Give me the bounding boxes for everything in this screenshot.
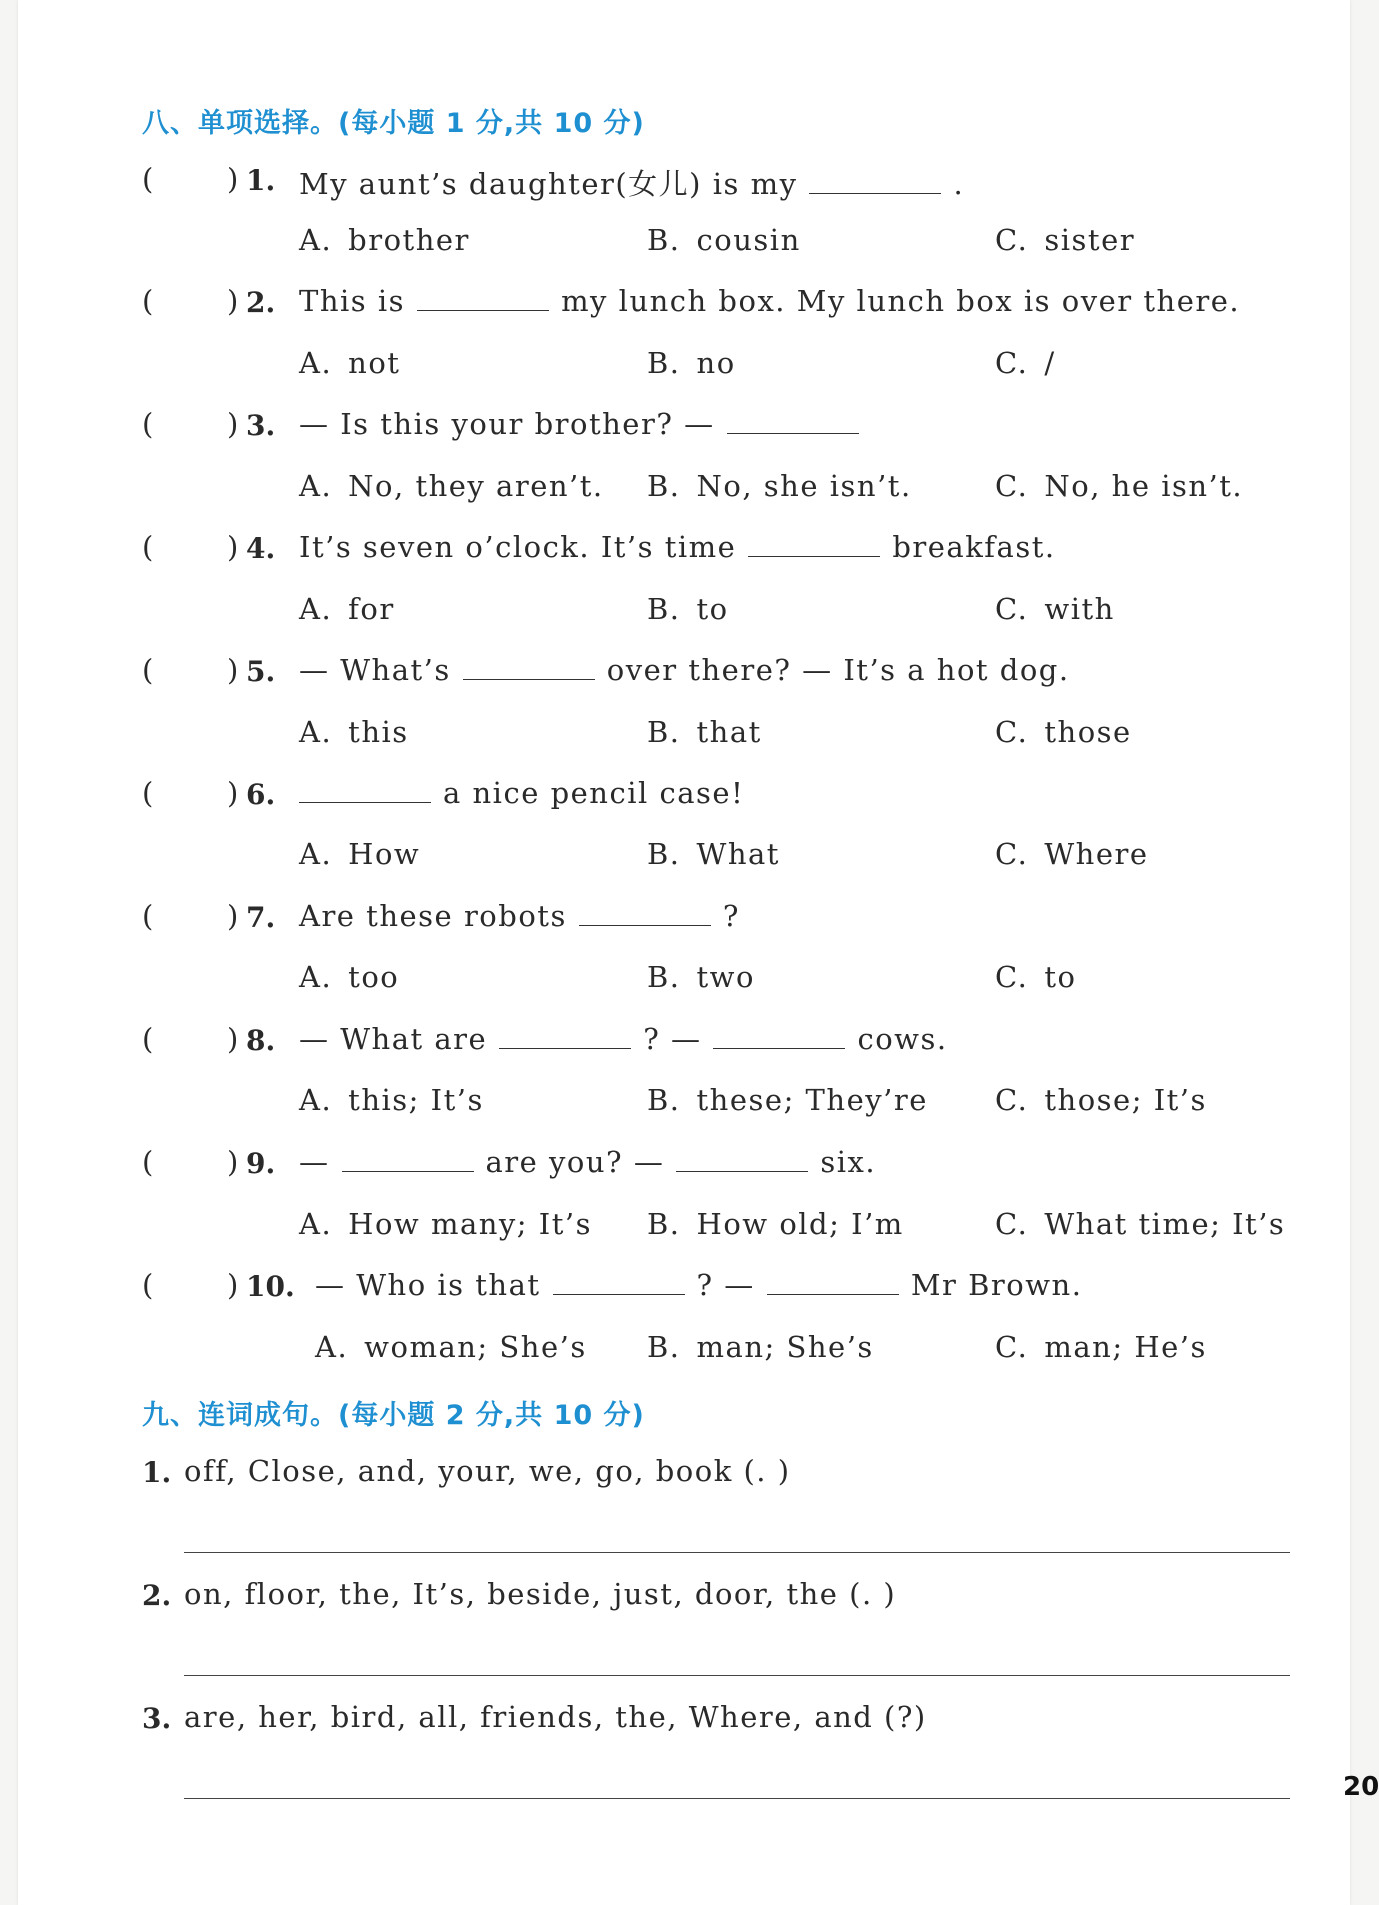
question-number: 3.: [246, 409, 276, 442]
option-b[interactable]: B. two: [647, 960, 755, 994]
answer-line[interactable]: [184, 1675, 1290, 1676]
answer-bracket[interactable]: ( ): [142, 407, 239, 441]
answer-bracket[interactable]: ( ): [142, 530, 239, 564]
fill-blank[interactable]: [463, 678, 595, 680]
option-b[interactable]: B. that: [647, 715, 762, 749]
question-text: — What are ? — cows.: [299, 1022, 948, 1056]
fill-blank[interactable]: [342, 1170, 474, 1172]
fill-blank[interactable]: [809, 192, 941, 194]
answer-bracket[interactable]: ( ): [142, 162, 239, 196]
option-b[interactable]: B. How old; I’m: [647, 1207, 904, 1241]
option-c[interactable]: C. What time; It’s: [995, 1207, 1286, 1241]
fill-blank[interactable]: [748, 555, 880, 557]
answer-bracket[interactable]: ( ): [142, 1022, 239, 1056]
option-b[interactable]: B. these; They’re: [647, 1083, 928, 1117]
section-9-title: 九、连词成句。(每小题 2 分,共 10 分): [142, 1400, 645, 1431]
answer-bracket[interactable]: ( ): [142, 776, 239, 810]
option-a[interactable]: A. How: [299, 837, 421, 871]
option-c[interactable]: C. to: [995, 960, 1077, 994]
question-text: — Is this your brother? —: [299, 407, 871, 441]
item-number: 1.: [142, 1456, 172, 1489]
question-text: My aunt’s daughter(女儿) is my .: [299, 167, 965, 201]
option-b[interactable]: B. cousin: [647, 223, 801, 257]
section-8-title: 八、单项选择。(每小题 1 分,共 10 分): [142, 108, 645, 139]
option-c[interactable]: C. with: [995, 592, 1115, 626]
answer-bracket[interactable]: ( ): [142, 1268, 239, 1302]
question-text: It’s seven o’clock. It’s time breakfast.: [299, 530, 1056, 564]
fill-blank[interactable]: [553, 1293, 685, 1295]
option-a[interactable]: A. not: [299, 346, 401, 380]
page-number: 20: [1343, 1772, 1379, 1802]
question-number: 6.: [246, 778, 276, 811]
answer-bracket[interactable]: ( ): [142, 1145, 239, 1179]
option-c[interactable]: C. Where: [995, 837, 1149, 871]
fill-blank[interactable]: [767, 1293, 899, 1295]
question-number: 10.: [246, 1270, 295, 1303]
question-number: 8.: [246, 1024, 276, 1057]
option-c[interactable]: C. /: [995, 346, 1056, 380]
fill-blank[interactable]: [299, 801, 431, 803]
answer-line[interactable]: [184, 1798, 1290, 1799]
option-b[interactable]: B. What: [647, 837, 780, 871]
fill-blank[interactable]: [499, 1047, 631, 1049]
question-text: — What’s over there? — It’s a hot dog.: [299, 653, 1070, 687]
option-a[interactable]: A. this: [299, 715, 409, 749]
question-number: 4.: [246, 532, 276, 565]
question-number: 7.: [246, 901, 276, 934]
answer-bracket[interactable]: ( ): [142, 899, 239, 933]
option-a[interactable]: A. How many; It’s: [299, 1207, 593, 1241]
option-c[interactable]: C. No, he isn’t.: [995, 469, 1244, 503]
option-a[interactable]: A. this; It’s: [299, 1083, 484, 1117]
option-b[interactable]: B. no: [647, 346, 736, 380]
option-a[interactable]: A. too: [299, 960, 400, 994]
fill-blank[interactable]: [676, 1170, 808, 1172]
question-text: Are these robots ?: [299, 899, 740, 933]
option-a[interactable]: A. brother: [299, 223, 470, 257]
option-c[interactable]: C. those: [995, 715, 1132, 749]
fill-blank[interactable]: [417, 309, 549, 311]
option-c[interactable]: C. sister: [995, 223, 1136, 257]
option-b[interactable]: B. to: [647, 592, 729, 626]
word-list: off, Close, and, your, we, go, book (. ): [184, 1454, 791, 1488]
fill-blank[interactable]: [727, 432, 859, 434]
answer-bracket[interactable]: ( ): [142, 284, 239, 318]
question-text: — are you? — six.: [299, 1145, 877, 1179]
question-number: 9.: [246, 1147, 276, 1180]
question-text: a nice pencil case!: [287, 776, 744, 810]
item-number: 2.: [142, 1579, 172, 1612]
option-b[interactable]: B. No, she isn’t.: [647, 469, 912, 503]
option-b[interactable]: B. man; She’s: [647, 1330, 874, 1364]
item-number: 3.: [142, 1702, 172, 1735]
question-text: This is my lunch box. My lunch box is over there.: [299, 284, 1241, 318]
answer-bracket[interactable]: ( ): [142, 653, 239, 687]
fill-blank[interactable]: [713, 1047, 845, 1049]
option-c[interactable]: C. those; It’s: [995, 1083, 1207, 1117]
question-text: — Who is that ? — Mr Brown.: [315, 1268, 1083, 1302]
worksheet-page: [18, 0, 1379, 1905]
option-c[interactable]: C. man; He’s: [995, 1330, 1207, 1364]
word-list: on, floor, the, It’s, beside, just, door, the (. ): [184, 1577, 897, 1611]
option-a[interactable]: A. for: [299, 592, 395, 626]
question-number: 1.: [246, 164, 276, 197]
option-a[interactable]: A. woman; She’s: [315, 1330, 587, 1364]
question-number: 2.: [246, 286, 276, 319]
option-a[interactable]: A. No, they aren’t.: [299, 469, 604, 503]
question-number: 5.: [246, 655, 276, 688]
fill-blank[interactable]: [579, 924, 711, 926]
answer-line[interactable]: [184, 1552, 1290, 1553]
word-list: are, her, bird, all, friends, the, Where, and (?): [184, 1700, 927, 1734]
